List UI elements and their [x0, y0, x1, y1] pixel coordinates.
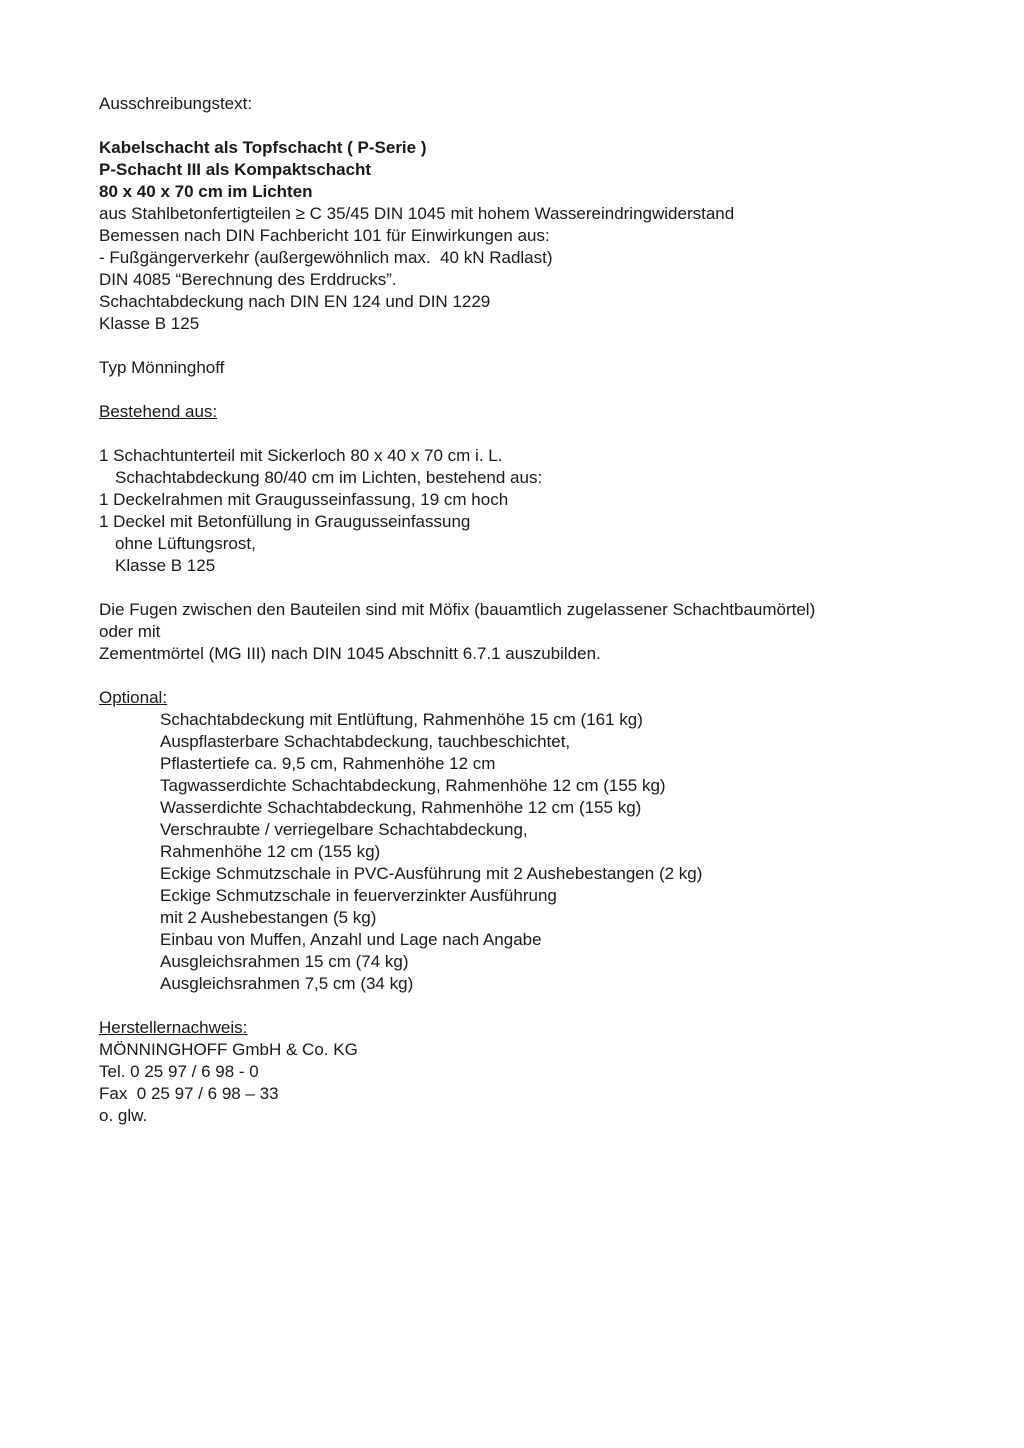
fugen-line: Zementmörtel (MG III) nach DIN 1045 Abschnitt 6.7.1 auszubilden. — [99, 644, 601, 663]
type-line: Typ Mönninghoff — [99, 358, 225, 377]
spec-line: DIN 4085 “Berechnung des Erddrucks”. — [99, 270, 397, 289]
spec-line: aus Stahlbetonfertigteilen ≥ C 35/45 DIN 1045 mit hohem Wassereindringwiderstand — [99, 204, 735, 223]
optional-item: Verschraubte / verriegelbare Schachtabdeckung, — [160, 820, 528, 839]
header-label: Ausschreibungstext: — [99, 94, 253, 113]
bestehend-item: 1 Deckelrahmen mit Graugusseinfassung, 19 cm hoch — [99, 490, 509, 509]
optional-item: Ausgleichsrahmen 15 cm (74 kg) — [160, 952, 409, 971]
optional-item: Auspflasterbare Schachtabdeckung, tauchbeschichtet, — [160, 732, 571, 751]
bestehend-item: Klasse B 125 — [115, 556, 216, 575]
bestehend-item: 1 Schachtunterteil mit Sickerloch 80 x 40 x 70 cm i. L. — [99, 446, 503, 465]
optional-item: Eckige Schmutzschale in feuerverzinkter Ausführung — [160, 886, 557, 905]
hersteller-heading: Herstellernachweis: — [99, 1018, 248, 1037]
hersteller-note: o. glw. — [99, 1106, 148, 1125]
title-line-1: Kabelschacht als Topfschacht ( P-Serie ) — [99, 138, 427, 157]
bestehend-heading: Bestehend aus: — [99, 402, 218, 421]
optional-item: Rahmenhöhe 12 cm (155 kg) — [160, 842, 381, 861]
spacer — [99, 665, 979, 687]
bestehend-item: ohne Lüftungsrost, — [115, 534, 256, 553]
spec-line: - Fußgängerverkehr (außergewöhnlich max. 40 kN Radlast) — [99, 248, 553, 267]
optional-item: Tagwasserdichte Schachtabdeckung, Rahmenhöhe 12 cm (155 kg) — [160, 776, 666, 795]
spacer — [99, 995, 979, 1017]
spacer — [99, 379, 979, 401]
hersteller-fax: Fax 0 25 97 / 6 98 – 33 — [99, 1084, 279, 1103]
spacer — [99, 423, 979, 445]
spacer — [99, 115, 979, 137]
fugen-line: Die Fugen zwischen den Bauteilen sind mit Möfix (bauamtlich zugelassener Schachtbaumörtel) — [99, 600, 816, 619]
optional-item: Wasserdichte Schachtabdeckung, Rahmenhöhe 12 cm (155 kg) — [160, 798, 642, 817]
fugen-line: oder mit — [99, 622, 161, 641]
optional-heading: Optional: — [99, 688, 168, 707]
bestehend-item: 1 Deckel mit Betonfüllung in Graugusseinfassung — [99, 512, 471, 531]
spacer — [99, 577, 979, 599]
optional-item: Ausgleichsrahmen 7,5 cm (34 kg) — [160, 974, 414, 993]
spacer — [99, 335, 979, 357]
hersteller-company: MÖNNINGHOFF GmbH & Co. KG — [99, 1040, 358, 1059]
spec-line: Schachtabdeckung nach DIN EN 124 und DIN 1229 — [99, 292, 491, 311]
optional-item: mit 2 Aushebestangen (5 kg) — [160, 908, 377, 927]
hersteller-tel: Tel. 0 25 97 / 6 98 - 0 — [99, 1062, 259, 1081]
optional-item: Eckige Schmutzschale in PVC-Ausführung mit 2 Aushebestangen (2 kg) — [160, 864, 703, 883]
optional-item: Einbau von Muffen, Anzahl und Lage nach Angabe — [160, 930, 542, 949]
optional-item: Schachtabdeckung mit Entlüftung, Rahmenhöhe 15 cm (161 kg) — [160, 710, 643, 729]
document-page — [99, 93, 979, 1127]
optional-item: Pflastertiefe ca. 9,5 cm, Rahmenhöhe 12 cm — [160, 754, 496, 773]
bestehend-item: Schachtabdeckung 80/40 cm im Lichten, bestehend aus: — [115, 468, 543, 487]
title-line-3: 80 x 40 x 70 cm im Lichten — [99, 182, 313, 201]
title-line-2: P-Schacht III als Kompaktschacht — [99, 160, 372, 179]
spec-line: Klasse B 125 — [99, 314, 200, 333]
spec-line: Bemessen nach DIN Fachbericht 101 für Einwirkungen aus: — [99, 226, 550, 245]
